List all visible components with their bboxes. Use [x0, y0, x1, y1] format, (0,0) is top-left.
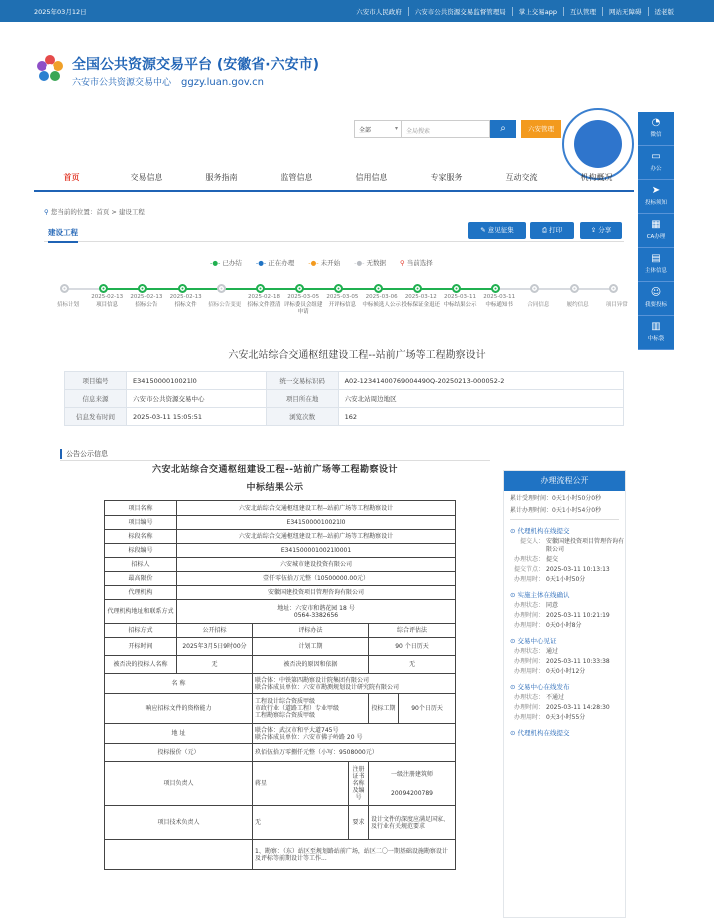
- sidebar-button[interactable]: [638, 112, 674, 146]
- timeline-date: 2025-03-11: [444, 294, 476, 300]
- process-step: [504, 722, 625, 738]
- sidebar-button-label: 主体信息: [644, 268, 667, 274]
- nav-about[interactable]: 机构概况: [580, 173, 613, 182]
- site-header: [0, 22, 714, 152]
- info-row: [65, 372, 624, 390]
- cell: 招标方式: [105, 624, 177, 638]
- cell: E3415000010021l0: [177, 516, 456, 530]
- timeline-label[interactable]: 招标文件: [174, 302, 197, 308]
- process-step-value: 0天1小时50分: [546, 576, 586, 583]
- cell: 投标工期: [369, 694, 399, 724]
- tab-construction[interactable]: 建设工程: [48, 227, 78, 243]
- cell: 综合评估法: [369, 624, 456, 638]
- timeline-label[interactable]: 合同信息: [527, 302, 550, 308]
- timeline-node[interactable]: [452, 284, 461, 293]
- process-step-value: 0天0小时8分: [546, 622, 582, 629]
- share-label: 分享: [598, 226, 612, 234]
- timeline-date: 2025-03-11: [483, 294, 516, 300]
- legend-pending: -●- 未开始: [308, 259, 341, 267]
- top-link-accessibility[interactable]: 网站无障碍: [602, 7, 648, 16]
- process-panel-title: 办理流程公开: [504, 471, 625, 491]
- process-step-value: 0天3小时55分: [546, 714, 586, 721]
- file-icon: ▥: [651, 321, 661, 332]
- table-row: [105, 516, 456, 530]
- process-step: [504, 520, 625, 584]
- site-domain: ggzy.luan.gov.cn: [181, 77, 265, 88]
- cell: 公开招标: [177, 624, 253, 638]
- feedback-button[interactable]: [468, 222, 526, 239]
- process-step-row: [504, 536, 625, 554]
- process-timeline: [56, 284, 628, 324]
- project-title: 六安北站综合交通枢纽建设工程--站前广场等工程勘察设计: [228, 350, 486, 361]
- sidebar-button[interactable]: [638, 146, 674, 180]
- cell: 联合体：中铁第四勘察设计院集团有限公司 联合体成员单位：六安市勘测规划设计研究院有限公司: [253, 674, 456, 694]
- timeline-node[interactable]: [256, 284, 265, 293]
- cell: 项目负责人: [105, 762, 253, 806]
- cell: 被否决的原因和依据: [253, 656, 369, 674]
- timeline-node[interactable]: [178, 284, 187, 293]
- process-steps: [504, 520, 625, 738]
- timeline-node[interactable]: [570, 284, 579, 293]
- nav-divider: [34, 190, 634, 192]
- legend-doing: -●- 正在办理: [255, 259, 295, 267]
- floating-sidebar: [638, 112, 674, 350]
- table-row: [105, 624, 456, 638]
- process-step-row: [504, 554, 625, 564]
- process-step-row: [504, 712, 625, 722]
- cell: 计划工期: [253, 638, 369, 656]
- document-title: [60, 461, 490, 497]
- top-links: [350, 7, 680, 16]
- cell: 最高限价: [105, 572, 177, 586]
- process-step-value: 安徽国建投资项目管理咨询有限公司: [546, 538, 625, 553]
- process-step-row: [504, 692, 625, 702]
- process-step-value: 不通过: [546, 694, 565, 701]
- feedback-label: 意见征集: [487, 226, 514, 234]
- process-step-name: ⊙ 代理机构在线提交: [510, 527, 570, 535]
- process-step-name: ⊙ 交易中心在线发布: [510, 683, 570, 691]
- cell: 开标时间: [105, 638, 177, 656]
- legend-nodata-icon: -●-: [354, 259, 365, 267]
- info-key: 信息发布时间: [65, 408, 127, 426]
- site-logo-icon[interactable]: [34, 52, 66, 84]
- main-nav: [34, 168, 634, 188]
- process-step: [504, 676, 625, 722]
- timeline-node[interactable]: [217, 284, 226, 293]
- timeline-label[interactable]: 履约信息: [566, 302, 589, 308]
- edit-icon: ✎: [480, 226, 486, 234]
- info-key: 统一交易标识码: [266, 372, 338, 390]
- nav-supervision[interactable]: 监管信息: [280, 173, 313, 182]
- process-step-value: 0天0小时12分: [546, 668, 586, 675]
- process-step-value: 2025-03-11 14:28:30: [546, 704, 610, 711]
- top-link-elderly[interactable]: 适老版: [648, 7, 681, 16]
- location-icon: ⚲: [44, 208, 49, 216]
- process-step-key: 提交节点：: [513, 566, 544, 573]
- cell: 六安北站综合交通枢纽建设工程--站前广场等工程勘察设计: [177, 530, 456, 544]
- cell: 联合体：武汉市和平大道745号 联合体成员单位：六安市佛子岭路 20 号: [253, 724, 456, 744]
- timeline-label[interactable]: 招标计划: [56, 302, 79, 308]
- timeline-label[interactable]: 招标公告: [135, 302, 158, 308]
- share-icon: ⇪: [590, 226, 597, 234]
- timeline-node[interactable]: [334, 284, 343, 293]
- share-button[interactable]: [580, 222, 622, 239]
- table-row: [105, 806, 456, 840]
- cell: [177, 600, 456, 624]
- timeline-node[interactable]: [491, 284, 500, 293]
- cell: 响应招标文件的资格能力: [105, 694, 253, 724]
- cell: 壹仟零伍拾万元整（10500000.00元）: [177, 572, 456, 586]
- site-subtitle: [72, 75, 264, 88]
- timeline-node[interactable]: [413, 284, 422, 293]
- cell: 项目技术负责人: [105, 806, 253, 840]
- cell: 蒋星: [253, 762, 349, 806]
- timeline-date: 2025-03-05: [326, 294, 359, 300]
- sidebar-button-label: 我要投标: [644, 302, 667, 308]
- sidebar-button-label: CA办理: [646, 234, 666, 240]
- timeline-label[interactable]: 评标委员会组建申请: [283, 302, 323, 315]
- legend-nodata: -●- 无数据: [354, 259, 386, 267]
- breadcrumb: [44, 207, 145, 216]
- timeline-date: 2025-03-12: [404, 294, 437, 300]
- legend-current-pin-icon: ⚲: [400, 259, 405, 267]
- search-scope-select[interactable]: 全部 ▾: [354, 120, 402, 138]
- info-key: 项目编号: [65, 372, 127, 390]
- cell: 代理机构地址和联系方式: [105, 600, 177, 624]
- cell: 设计文件的深度应满足国家、及行业有关规范要求: [369, 806, 456, 840]
- timeline-label[interactable]: 开评标信息: [328, 302, 357, 308]
- timeline-label[interactable]: 中标候选人公示: [362, 302, 401, 308]
- nav-service-guide[interactable]: 服务指南: [205, 173, 238, 182]
- info-key: 信息来源: [65, 390, 127, 408]
- cell: 无: [177, 656, 253, 674]
- cell: 标段编号: [105, 544, 177, 558]
- timeline-node[interactable]: [295, 284, 304, 293]
- timeline-date: 2025-03-05: [287, 294, 320, 300]
- process-step-row: [504, 646, 625, 656]
- table-row: [105, 724, 456, 744]
- agent-phone: 0564-3382656: [293, 611, 339, 619]
- table-row: [105, 600, 456, 624]
- document-title-line2: 中标结果公示: [246, 483, 304, 493]
- cell: 90 个日历天: [369, 638, 456, 656]
- process-step-key: 提交人：: [519, 538, 544, 545]
- current-date: 2025年03月12日: [34, 7, 87, 16]
- cell: 标段名称: [105, 530, 177, 544]
- timeline-label[interactable]: 招标公告变更: [208, 302, 242, 308]
- sidebar-button-label: 投标须知: [644, 200, 667, 206]
- cell: 一级注册建筑师 20094200789: [369, 762, 456, 806]
- legend-current: ⚲ 当前选择: [400, 259, 433, 267]
- table-row: [105, 501, 456, 516]
- top-bar: [0, 0, 714, 22]
- info-value: 2025-03-11 15:05:51: [127, 408, 267, 426]
- card-icon: ▦: [651, 219, 661, 230]
- process-step-row: [504, 666, 625, 676]
- section-title: 公告公示信息: [60, 449, 108, 459]
- cell: 地 址: [105, 724, 253, 744]
- table-row: [105, 694, 456, 724]
- process-panel: [503, 470, 626, 918]
- nav-trade-info[interactable]: 交易信息: [130, 173, 163, 182]
- legend-doing-icon: -●-: [255, 259, 267, 267]
- top-link-app[interactable]: 掌上交易app: [512, 7, 563, 16]
- process-step-row: [504, 702, 625, 712]
- sidebar-button-label: 中标袋: [647, 336, 665, 342]
- process-step-name: ⊙ 代理机构在线提交: [510, 729, 570, 737]
- cell: 工程设计综合资质甲级 市政行业（道路工程）专业甲级 工程勘察综合资质甲级: [253, 694, 369, 724]
- timeline-date: 2025-02-13: [169, 294, 202, 300]
- nav-home[interactable]: 首页: [63, 173, 80, 182]
- timeline-date: 2025-02-13: [91, 294, 124, 300]
- sidebar-button[interactable]: [638, 316, 674, 350]
- cell: E3415000010021l0001: [177, 544, 456, 558]
- timeline-node[interactable]: [60, 284, 69, 293]
- process-step-row: [504, 574, 625, 584]
- cell: 无: [369, 656, 456, 674]
- sidebar-button[interactable]: [638, 248, 674, 282]
- site-title: 全国公共资源交易平台 (安徽省·六安市): [72, 57, 319, 73]
- print-button[interactable]: [530, 222, 574, 239]
- info-value: A02-12341400769004490Q-20250213-000052-2: [338, 372, 623, 390]
- process-step-key: 办理状态：: [513, 648, 544, 655]
- monitor-icon: ▭: [651, 151, 661, 162]
- info-key: 项目所在地: [266, 390, 338, 408]
- search-icon: ⌕: [500, 123, 506, 134]
- table-row: [105, 638, 456, 656]
- legend-done: -●- 已办结: [210, 259, 242, 267]
- process-step-key: 办理用时：: [513, 668, 544, 675]
- top-link-mutual[interactable]: 互认管理: [563, 7, 602, 16]
- user-icon: ☺: [650, 287, 662, 298]
- timeline-node[interactable]: [374, 284, 383, 293]
- timeline-node[interactable]: [530, 284, 539, 293]
- timeline-date: 2025-02-13: [130, 294, 163, 300]
- table-row: [105, 656, 456, 674]
- process-step-row: [504, 600, 625, 610]
- process-step-key: 办理时间：: [513, 612, 544, 619]
- cell: 名 称: [105, 674, 253, 694]
- nav-expert[interactable]: 专家服务: [430, 173, 463, 182]
- process-step-key: 办理用时：: [513, 576, 544, 583]
- timeline-label[interactable]: 中标结果公示: [443, 302, 477, 308]
- process-step-key: 办理状态：: [513, 694, 544, 701]
- cell: 安徽国建投资项目管理咨询有限公司: [177, 586, 456, 600]
- cell: 项目编号: [105, 516, 177, 530]
- cell: 1、勘察：（东）站区至规划路站前广场，站区二〇一期基础设施勘察设计及评标等前期设计等工作...: [253, 840, 456, 870]
- process-step-key: 办理状态：: [513, 602, 544, 609]
- cell: 项目名称: [105, 501, 177, 516]
- timeline-node[interactable]: [609, 284, 618, 293]
- info-key: 浏览次数: [266, 408, 338, 426]
- process-step-key: 办理时间：: [513, 658, 544, 665]
- center-name: 六安市公共资源交易中心: [72, 78, 172, 88]
- process-step-name: ⊙ 实施主体在线确认: [510, 591, 570, 599]
- cell: 2025年3月5日9时00分: [177, 638, 253, 656]
- admin-button[interactable]: 六安管理: [521, 120, 561, 138]
- send-icon: ➤: [651, 185, 661, 196]
- table-row: [105, 530, 456, 544]
- nav-credit[interactable]: 信用信息: [355, 173, 388, 182]
- table-row: [105, 744, 456, 762]
- doc-icon: ▤: [651, 253, 661, 264]
- document-title-line1: 六安北站综合交通枢纽建设工程--站前广场等工程勘察设计: [152, 465, 398, 475]
- info-row: [65, 390, 624, 408]
- process-step-value: 2025-03-11 10:13:13: [546, 566, 610, 573]
- total-accept-time: 累计受理时间：0天1小时50分0秒: [510, 495, 602, 502]
- timeline-label[interactable]: 招标文件澄清: [247, 302, 281, 308]
- cell: 90个日历天: [399, 694, 456, 724]
- process-step-key: 办理用时：: [513, 714, 544, 721]
- process-step: [504, 584, 625, 630]
- table-row: [105, 544, 456, 558]
- process-step-value: 通过: [546, 648, 559, 655]
- cell: 注册证书名称及编号: [349, 762, 369, 806]
- table-row: [105, 674, 456, 694]
- timeline-date: 2025-02-18: [248, 294, 280, 300]
- breadcrumb-text: 您当前的位置：首页 > 建设工程: [50, 208, 145, 216]
- timeline-node[interactable]: [99, 284, 108, 293]
- sidebar-button-label: 办公: [650, 166, 662, 172]
- status-legend: [210, 258, 433, 267]
- table-row: [105, 572, 456, 586]
- table-row: [105, 586, 456, 600]
- project-info-table: [64, 371, 624, 426]
- agent-address: 地址：六安市和谐花园 18 号: [277, 604, 355, 612]
- process-step-key: 办理状态：: [513, 556, 544, 563]
- cell: 要求: [349, 806, 369, 840]
- info-value: 六安北站周边地区: [338, 390, 623, 408]
- cell: 招标人: [105, 558, 177, 572]
- print-label: 打印: [549, 226, 563, 234]
- timeline-node[interactable]: [138, 284, 147, 293]
- legend-done-icon: -●-: [210, 259, 221, 267]
- search-bar: [354, 120, 561, 138]
- process-step-key: 办理用时：: [513, 622, 544, 629]
- info-value: 六安市公共资源交易中心: [127, 390, 267, 408]
- sidebar-button[interactable]: [638, 180, 674, 214]
- process-step-key: 办理时间：: [513, 704, 544, 711]
- process-step-row: [504, 656, 625, 666]
- search-button[interactable]: [490, 120, 516, 138]
- sidebar-button-label: 微信: [650, 132, 662, 138]
- cell: 六安城市建设投资有限公司: [177, 558, 456, 572]
- process-step-value: 2025-03-11 10:33:38: [546, 658, 610, 665]
- chat-icon: ◔: [651, 117, 661, 128]
- process-step-row: [504, 564, 625, 574]
- top-link-gov[interactable]: 六安市人民政府: [356, 7, 402, 16]
- info-value: 162: [338, 408, 623, 426]
- award-result-table: [104, 500, 456, 870]
- timeline-label[interactable]: 项目信息: [96, 302, 119, 308]
- process-step-value: 同意: [546, 602, 559, 609]
- timeline-date: 2025-03-06: [365, 294, 398, 300]
- cell: 代理机构: [105, 586, 177, 600]
- search-input[interactable]: 全局搜索: [402, 120, 490, 138]
- process-step-value: 提交: [546, 556, 559, 563]
- info-row: [65, 408, 624, 426]
- nav-interaction[interactable]: 互动交流: [505, 173, 538, 182]
- table-row: [105, 558, 456, 572]
- tab-row: [44, 222, 624, 242]
- table-row: [105, 840, 456, 870]
- table-row: [105, 762, 456, 806]
- legend-pending-icon: -●-: [308, 259, 319, 267]
- cell: 评标办法: [253, 624, 369, 638]
- cell: [105, 840, 253, 870]
- cell: 六安北站综合交通枢纽建设工程--站前广场等工程勘察设计: [177, 501, 456, 516]
- cell: 无: [253, 806, 349, 840]
- cell: 投标报价（元）: [105, 744, 253, 762]
- sidebar-button[interactable]: [638, 214, 674, 248]
- total-handle-time: 累计办理时间：0天1小时54分0秒: [510, 507, 602, 514]
- process-step-row: [504, 610, 625, 620]
- timeline-label[interactable]: 投标保证金退还: [401, 302, 441, 308]
- process-step-row: [504, 620, 625, 630]
- top-link-supervision[interactable]: 六安市公共资源交易监督管理局: [408, 7, 512, 16]
- print-icon: ⎙: [541, 226, 548, 234]
- process-step-value: 2025-03-11 10:21:19: [546, 612, 610, 619]
- info-value: E3415000010021l0: [127, 372, 267, 390]
- cell: 被否决的投标人名称: [105, 656, 177, 674]
- sidebar-button[interactable]: [638, 282, 674, 316]
- cell: 玖佰伍拾万零捌仟元整（小写：9508000元）: [253, 744, 456, 762]
- process-step: [504, 630, 625, 676]
- timeline-label[interactable]: 中标通知书: [485, 302, 513, 308]
- timeline-label[interactable]: 项目异常: [605, 302, 628, 308]
- process-step-name: ⊙ 交易中心见证: [510, 637, 557, 645]
